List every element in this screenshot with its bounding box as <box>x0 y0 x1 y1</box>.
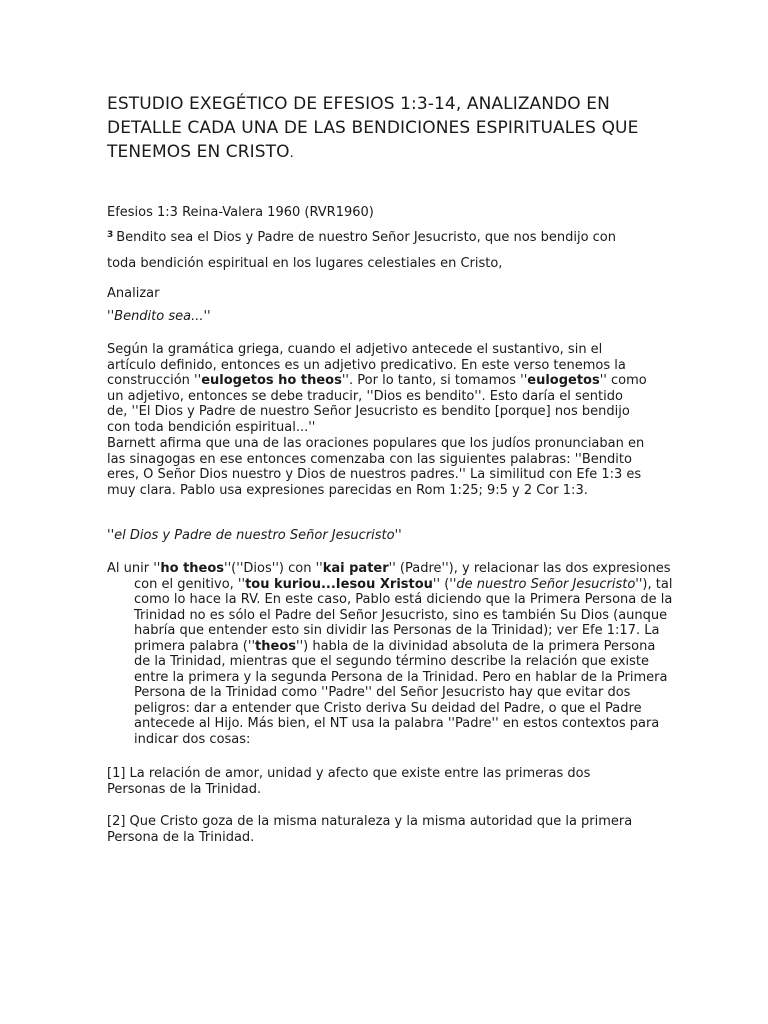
paragraph-barnett: Barnett afirma que una de las oraciones populares que los judíos pronunciaban en las sinagogas en ese entonces comenzaba con las siguientes palabras: ''Bendito eres, O Señor Dios nuestro y Dios de nuestros padres.'' La similitud con Efe 1:3 es muy clara. Pablo usa expresiones parecidas en Rom 1:25; 9:5 y 2 Cor 1:3. <box>107 436 645 498</box>
paragraph-grammar: Según la gramática griega, cuando el adjetivo antecede el sustantivo, sin el artículo definido, entonces es un adjetivo predicativo. En este verso tenemos la construcción ''eulogetos ho theos''. Por lo tanto, si tomamos ''eulogetos'' como un adjetivo, entonces se debe traducir, ''Dios es bendito''. Esto daría el sentido de, ''El Dios y Padre de nuestro Señor Jesucristo es bendito [porque] nos bendijo con toda bendición espiritual...'' <box>107 342 647 435</box>
document-title: ESTUDIO EXEGÉTICO DE EFESIOS 1:3-14, ANALIZANDO EN DETALLE CADA UNA DE LAS BENDICIONES ESPIRITUALES QUE TENEMOS EN CRISTO. <box>107 94 639 162</box>
paragraph-analysis: Al unir ''ho theos''(''Dios'') con ''kai pater'' (Padre''), y relacionar las dos expresiones con el genitivo, ''tou kuriou...Iesou Xristou'' (''de nuestro Señor Jesucristo''), tal como lo hace la RV. En este caso, Pablo está diciendo que la Primera Persona de la Trinidad no es sólo el Padre del Señor Jesucristo, sino es también Su Dios (aunque habría que entender esto sin dividir las Personas de la Trinidad); ver Efe 1:17. La primera palabra (''theos'') habla de la divinidad absoluta de la primera Persona de la Trinidad, mientras que el segundo término describe la relación que existe entre la primera y la segunda Persona de la Trinidad. Pero en hablar de la Primera Persona de la Trinidad como ''Padre'' del Señor Jesucristo hay que evitar dos peligros: dar a entender que Cristo deriva Su deidad del Padre, o que el Padre antecede al Hijo. Más bien, el NT usa la palabra ''Padre'' en estos contextos para indicar dos cosas: <box>107 561 673 747</box>
analizar-heading: Analizar <box>107 286 160 301</box>
point-2: [2] Que Cristo goza de la misma naturaleza y la misma autoridad que la primera Persona de la Trinidad. <box>107 814 633 845</box>
verse-reference: Efesios 1:3 Reina-Valera 1960 (RVR1960) <box>107 205 374 220</box>
phrase-bendito-sea: ''Bendito sea...'' <box>107 309 211 324</box>
verse-number: 3 <box>107 230 114 240</box>
verse-text: $^3$ Bendito sea el Dios y Padre de nuestro Señor Jesucristo, que nos bendijo con toda bendición espiritual en los lugares celestiales en Cristo, <box>107 230 616 271</box>
point-1: [1] La relación de amor, unidad y afecto que existe entre las primeras dos Personas de la Trinidad. <box>107 766 591 797</box>
phrase-dios-padre: ''el Dios y Padre de nuestro Señor Jesucristo'' <box>107 528 402 543</box>
